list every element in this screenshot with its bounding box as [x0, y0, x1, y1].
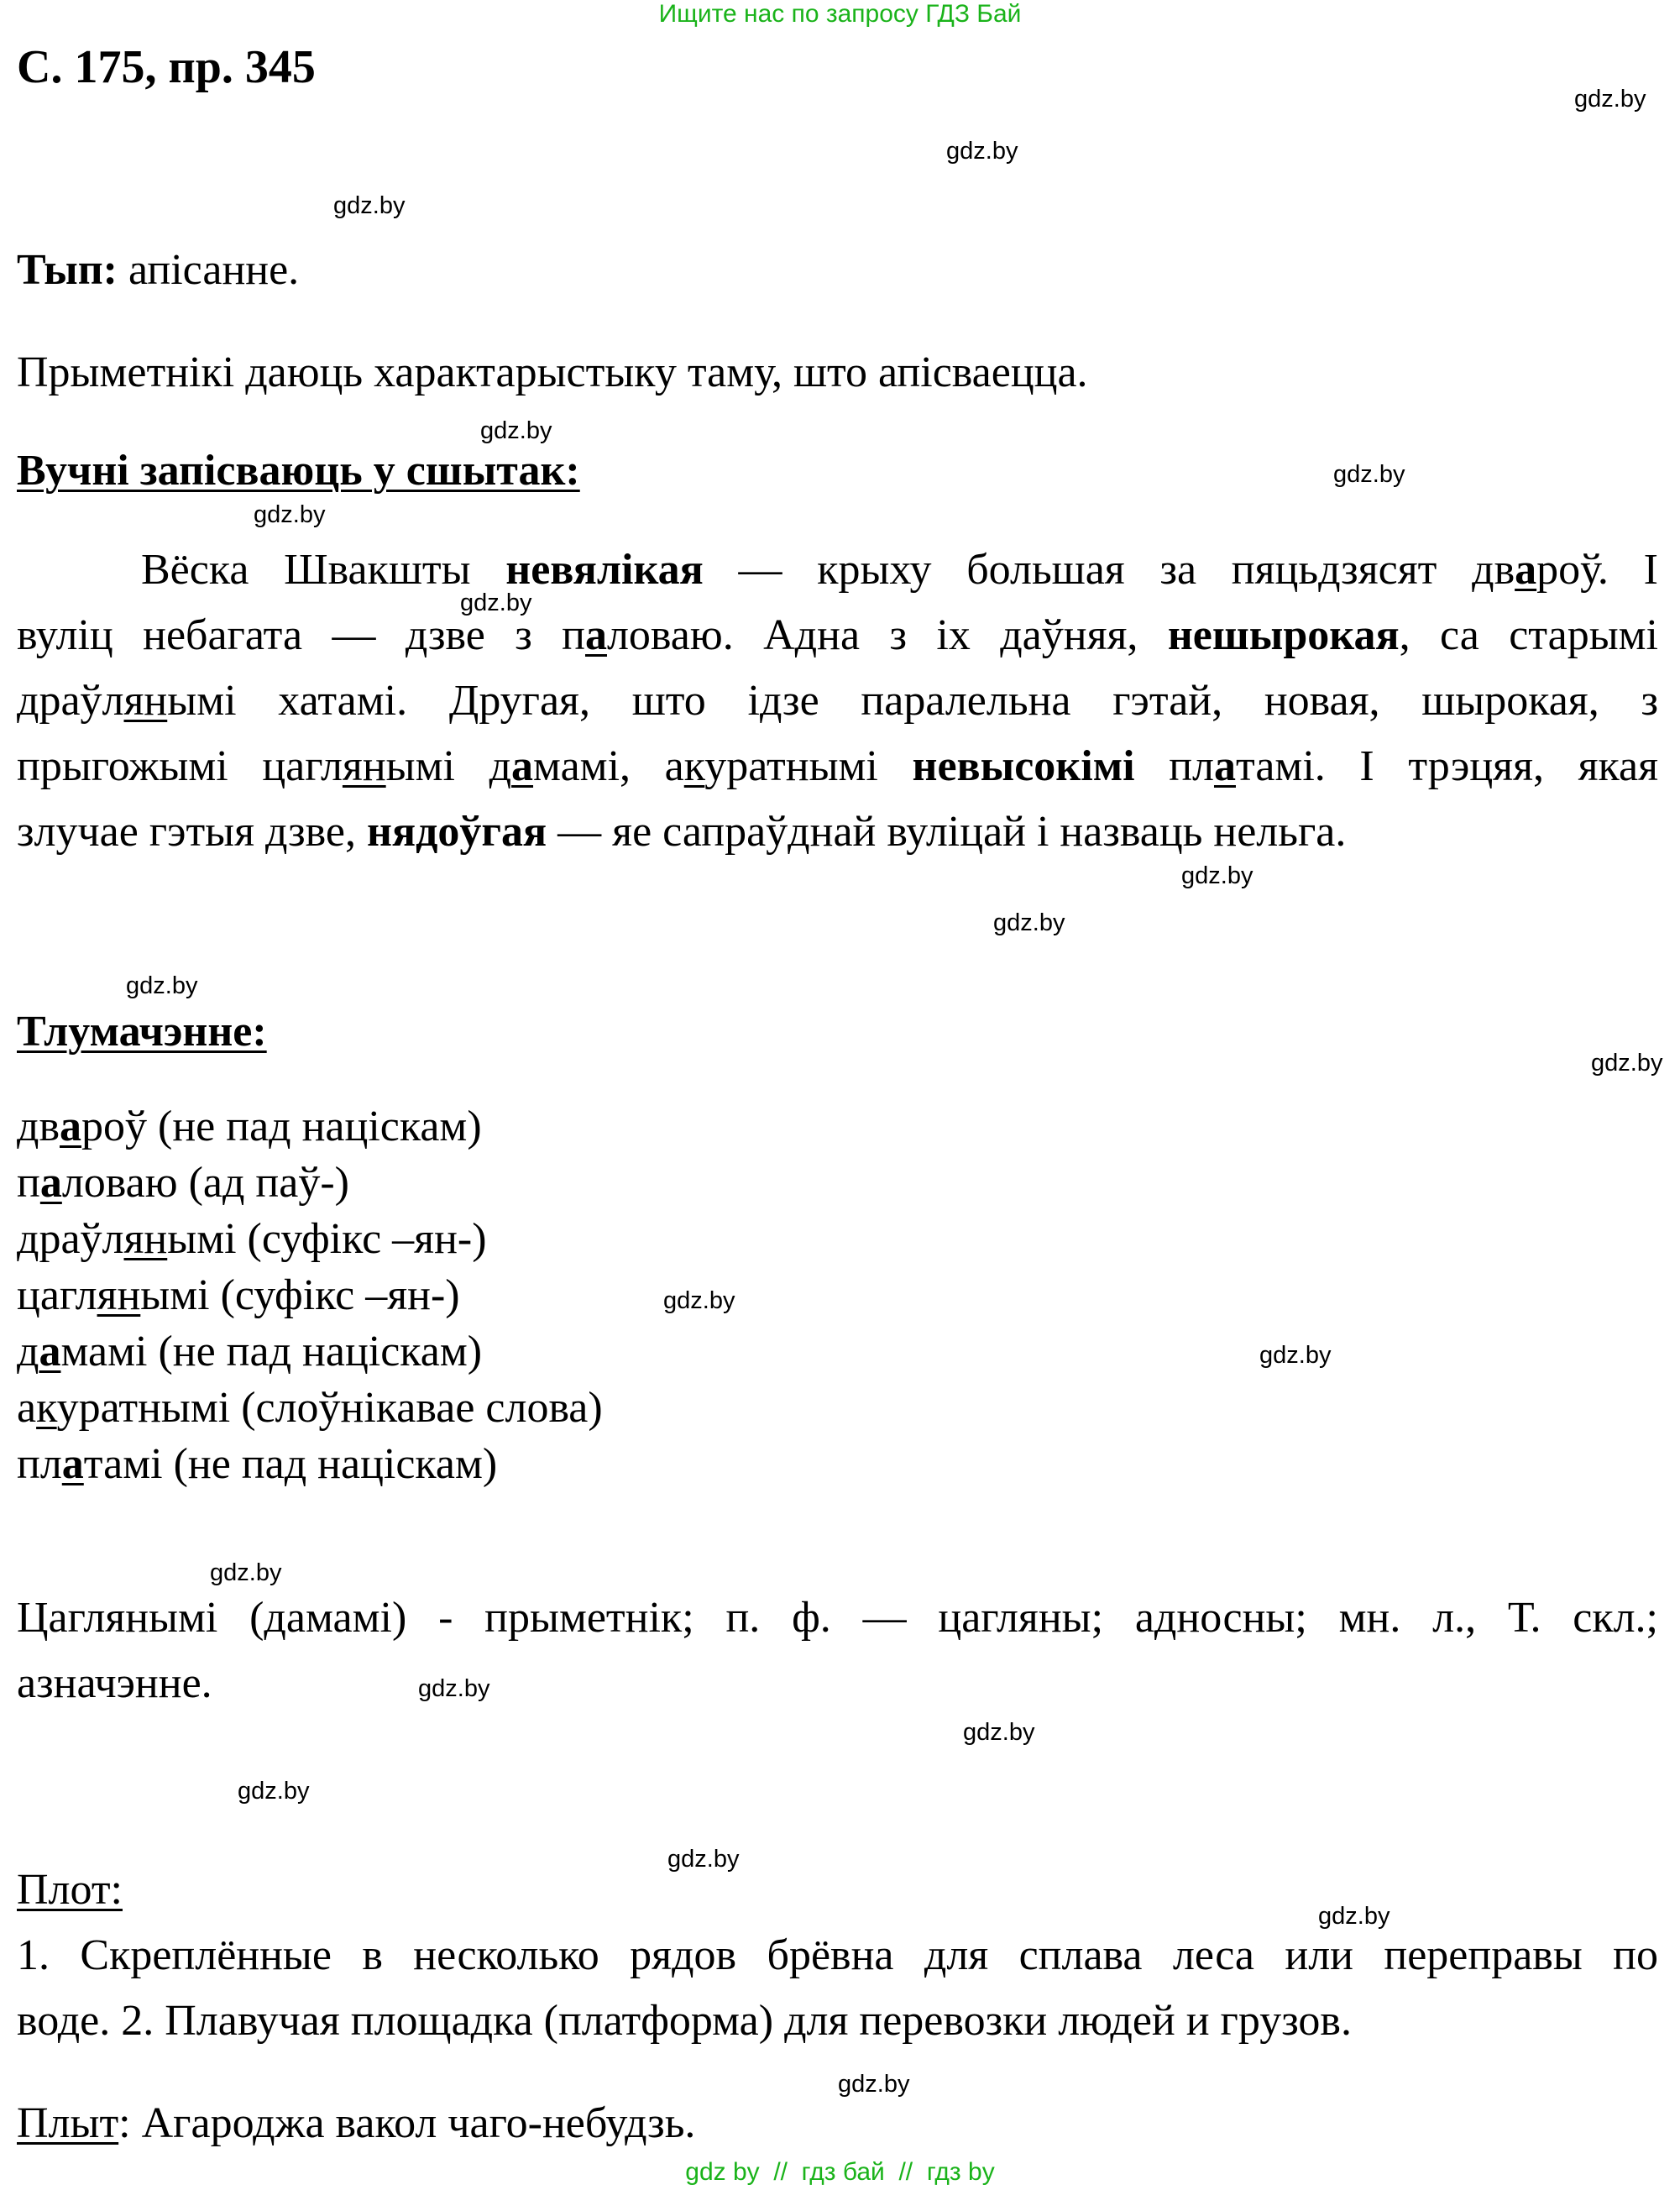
list-item: платамі (не пад націскам) — [17, 1440, 498, 1488]
watermark: gdz.by — [963, 1719, 1035, 1746]
page-title: С. 175, пр. 345 — [17, 41, 316, 93]
explanation-list — [17, 1098, 603, 1492]
watermark: gdz.by — [1591, 1050, 1663, 1077]
watermark: gdz.by — [838, 2071, 910, 2098]
morphological-analysis — [17, 1585, 1658, 1716]
watermark: gdz.by — [1333, 461, 1405, 488]
watermark: gdz.by — [946, 138, 1018, 165]
analysis-line: азначэнне. — [17, 1659, 212, 1707]
watermark: gdz.by — [1318, 1903, 1390, 1930]
watermark: gdz.by — [238, 1778, 310, 1805]
list-item: акуратнымі (слоўнікавае слова) — [17, 1384, 603, 1432]
paragraph-line: прыгожымі цаглянымі дамамі, акуратнымі невысокімі платамі. І трэцяя, якая — [17, 742, 1659, 790]
dictation-paragraph — [17, 537, 1658, 865]
write-heading — [17, 438, 580, 504]
write-heading-text: Вучні запісваюць у сшытак: — [17, 447, 580, 495]
watermark: gdz.by — [480, 417, 552, 444]
type-value: апісанне. — [117, 246, 300, 294]
paragraph-line: злучае гэтыя дзве, нядоўгая — яе сапраўднай вуліцай і назваць нельга. — [17, 808, 1347, 856]
watermark: gdz.by — [667, 1846, 740, 1873]
list-item: паловаю (ад паў-) — [17, 1159, 349, 1207]
type-line — [17, 238, 299, 303]
watermark: gdz.by — [126, 972, 198, 999]
paragraph-line: Вёска Швакшты невялікая — крыху большая за пяцьдзясят двароў. І — [141, 546, 1658, 594]
watermark: gdz.by — [210, 1559, 282, 1586]
explain-heading — [17, 999, 267, 1065]
plyt-rest: : Агароджа вакол чаго-небудзь. — [118, 2099, 696, 2147]
paragraph-line: вуліц небагата — дзве з паловаю. Адна з іх даўняя, нешырокая, са старымі — [17, 611, 1659, 659]
plyt-word: Плыт — [17, 2099, 119, 2147]
list-item: двароў (не пад націскам) — [17, 1103, 482, 1150]
watermark: gdz.by — [1574, 86, 1646, 113]
analysis-line: Цаглянымі (дамамі) - прыметнік; п. ф. — цагляны; адносны; мн. л., Т. скл.; — [17, 1594, 1658, 1642]
plot-heading-text: Плот: — [17, 1866, 123, 1914]
list-item: драўлянымі (суфікс –ян-) — [17, 1215, 487, 1263]
watermark: gdz.by — [1181, 862, 1253, 889]
watermark: gdz.by — [993, 909, 1065, 936]
plot-heading — [17, 1857, 123, 1923]
footer-links[interactable]: gdz by // гдз бай // гдз by — [685, 2158, 995, 2186]
paragraph-line: драўлянымі хатамі. Другая, што ідзе паралельна гэтай, новая, шырокая, з — [17, 677, 1658, 725]
plot-definition — [17, 1923, 1658, 2054]
explain-heading-text: Тлумачэнне: — [17, 1008, 267, 1056]
type-label: Тып: — [17, 246, 118, 294]
header-search-link[interactable]: Ищите нас по запросу ГДЗ Бай — [658, 0, 1022, 28]
watermark: gdz.by — [663, 1287, 735, 1314]
watermark: gdz.by — [254, 501, 326, 528]
adjective-note: Прыметнікі даюць характарыстыку таму, што апісваецца. — [17, 348, 1088, 396]
watermark: gdz.by — [418, 1675, 490, 1702]
list-item: цаглянымі (суфікс –ян-) — [17, 1271, 460, 1319]
list-item: дамамі (не пад націскам) — [17, 1328, 483, 1375]
watermark: gdz.by — [460, 589, 532, 616]
watermark: gdz.by — [333, 192, 406, 219]
plot-definition-line: 1. Скреплённые в несколько рядов брёвна для сплава леса или переправы по — [17, 1931, 1658, 1979]
watermark: gdz.by — [1259, 1342, 1332, 1369]
plot-definition-line: воде. 2. Плавучая площадка (платформа) для перевозки людей и грузов. — [17, 1997, 1352, 2045]
plyt-definition — [17, 2091, 695, 2156]
